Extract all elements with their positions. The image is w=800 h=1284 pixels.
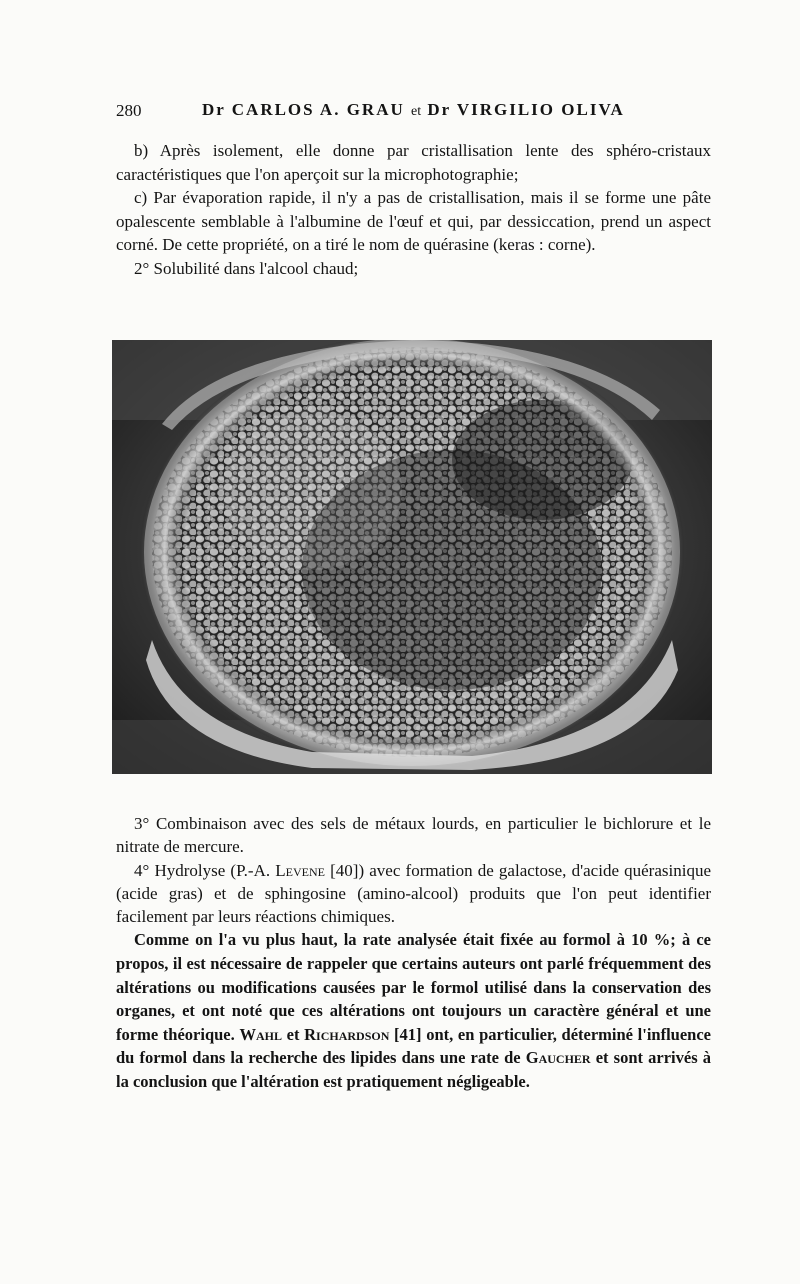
para-prefix: Comme on l'a vu plus haut, la rate analysée était fixée au formol à 10 %; à ce propos, il est nécessaire de rappeler que certains auteurs ont parlé fréquemment des altérations ou modifications causées par le formol utilisé dans la conservation des organes, et ont noté que ces altérations ont toujours un caractère général et une forme théorique. — [116, 930, 711, 1044]
author-gaucher: Gaucher — [525, 1048, 591, 1068]
para-middle: [41] ont, en particulier, déterminé l'influence du formol dans la recherche des lipides dans une rate de — [116, 1024, 712, 1068]
author-richardson: Richardson — [304, 1024, 390, 1044]
bottom-text-block — [116, 812, 711, 1094]
top-text-block — [116, 139, 711, 280]
para-suffix: et sont arrivés à la conclusion que l'altération est pratiquement négligeable. — [116, 1048, 712, 1092]
item-4-suffix: [40]) avec formation de galactose, d'acide quérasinique (acide gras) et de sphingosine (amino-alcool) produits que l'on peut identifier facilement par leurs réactions chimiques. — [116, 860, 711, 927]
item-2: 2° Solubilité dans l'alcool chaud; — [134, 258, 359, 278]
running-header — [116, 101, 716, 127]
author-conjunction: et — [411, 104, 422, 119]
author-1: Dr CARLOS A. GRAU — [202, 100, 405, 119]
paragraph-b: b) Après isolement, elle donne par cristallisation lente des sphéro-cristaux caractéristiques que l'on aperçoit sur la microphotographie; — [116, 141, 711, 184]
author-2: Dr VIRGILIO OLIVA — [427, 100, 625, 119]
para-and: et — [281, 1024, 305, 1044]
item-3: 3° Combinaison avec des sels de métaux lourds, en particulier le bichlorure et le nitrate de mercure. — [116, 814, 711, 857]
author-levene: Levene — [275, 860, 325, 880]
formol-paragraph — [116, 928, 711, 1093]
paragraph-c: c) Par évaporation rapide, il n'y a pas de cristallisation, mais il se forme une pâte opalescente semblable à l'albumine de l'œuf et qui, par dessiccation, prend un aspect corné. De cette propriété, on a tiré le nom de quérasine (keras : corne). — [116, 188, 711, 254]
authors-running-head — [202, 100, 625, 120]
item-4 — [116, 859, 711, 929]
microphotograph — [112, 340, 712, 774]
microphotograph-spherocrystals-icon — [112, 340, 712, 774]
item-4-prefix: 4° Hydrolyse (P.-A. — [134, 860, 276, 880]
author-wahl: Wahl — [239, 1024, 282, 1044]
page-number: 280 — [116, 101, 142, 120]
